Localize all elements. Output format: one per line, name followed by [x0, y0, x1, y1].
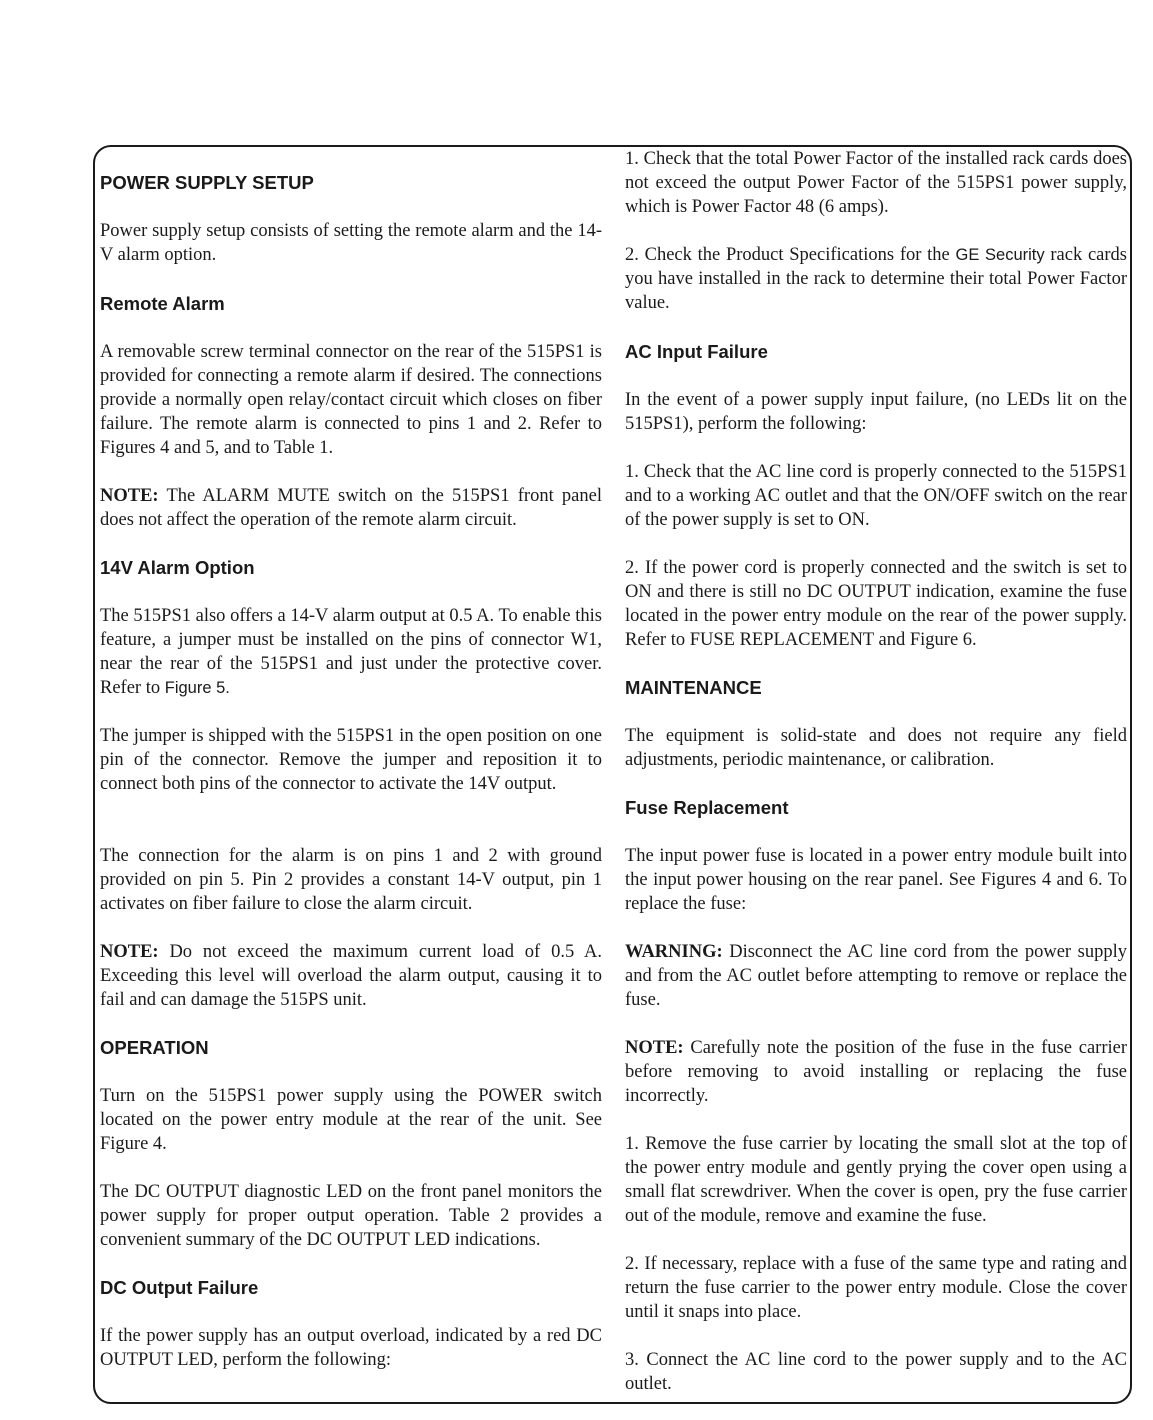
warning-label: WARNING:: [625, 942, 723, 962]
power-supply-setup-text: Power supply setup consists of setting the remote alarm and the 14-V alarm option.: [100, 221, 602, 265]
figure-5-reference: Figure 5.: [164, 679, 230, 697]
maintenance-text: The equipment is solid-state and does not require any field adjustments, periodic maintenance, or calibration.: [625, 726, 1127, 770]
alarm-14v-text-2: The jumper is shipped with the 515PS1 in the open position on one pin of the connector. Remove the jumper and reposition it to connect both pins of the connector to activate the 14V output.: [100, 726, 602, 794]
note-text: The ALARM MUTE switch on the 515PS1 front panel does not affect the operation of the remote alarm circuit.: [100, 486, 602, 530]
dc-step-2-text-a: 2. Check the Product Specifications for the: [625, 245, 956, 265]
operation-text-1: Turn on the 515PS1 power supply using the POWER switch located on the power entry module at the rear of the unit. See Figure 4.: [100, 1086, 602, 1154]
alarm-14v-note: [100, 940, 602, 1012]
ac-input-failure-heading: AC Input Failure: [625, 341, 768, 362]
warning-text: Disconnect the AC line cord from the power supply and from the AC outlet before attempting to remove or replace the fuse.: [625, 942, 1127, 1010]
alarm-14v-text-3: The connection for the alarm is on pins 1 and 2 with ground provided on pin 5. Pin 2 provides a constant 14-V output, pin 1 activates on fiber failure to close the alarm circuit.: [100, 846, 602, 914]
alarm-14v-text-1-body: The 515PS1 also offers a 14-V alarm output at 0.5 A. To enable this feature, a jumper must be installed on the pins of connector W1, near the rear of the 515PS1 and just under the protective cover. Refer to: [100, 606, 602, 698]
fuse-warning: [625, 940, 1127, 1012]
fuse-step-1: 1. Remove the fuse carrier by locating the small slot at the top of the power entry module and gently prying the cover open using a small flat screwdriver. When the cover is open, pry the fuse carrier out of the module, remove and examine the fuse.: [625, 1134, 1127, 1226]
fuse-step-2: 2. If necessary, replace with a fuse of the same type and rating and return the fuse carrier to the power entry module. Close the cover until it snaps into place.: [625, 1254, 1127, 1322]
note-label: NOTE:: [100, 942, 159, 962]
alarm-14v-text-1: [100, 604, 602, 700]
maintenance-heading: MAINTENANCE: [625, 677, 762, 698]
remote-alarm-text: A removable screw terminal connector on the rear of the 515PS1 is provided for connecting a remote alarm if desired. The connections provide a normally open relay/contact circuit which closes on fiber failure. The remote alarm is connected to pins 1 and 2. Refer to Figures 4 and 5, and to Table 1.: [100, 342, 602, 458]
note-text: Carefully note the position of the fuse in the fuse carrier before removing to avoid installing or replacing the fuse incorrectly.: [625, 1038, 1127, 1106]
dc-step-1: 1. Check that the total Power Factor of the installed rack cards does not exceed the output Power Factor of the 515PS1 power supply, which is Power Factor 48 (6 amps).: [625, 149, 1127, 217]
note-label: NOTE:: [625, 1038, 684, 1058]
fuse-replacement-text: The input power fuse is located in a power entry module built into the input power housing on the rear panel. See Figures 4 and 6. To replace the fuse:: [625, 846, 1127, 914]
ac-step-2: 2. If the power cord is properly connected and the switch is set to ON and there is still no DC OUTPUT indication, examine the fuse located in the power entry module on the rear of the power supply. Refer to FUSE REPLACEMENT and Figure 6.: [625, 558, 1127, 650]
ac-input-failure-text: In the event of a power supply input failure, (no LEDs lit on the 515PS1), perform the following:: [625, 390, 1127, 434]
ac-step-1: 1. Check that the AC line cord is properly connected to the 515PS1 and to a working AC outlet and that the ON/OFF switch on the rear of the power supply is set to ON.: [625, 462, 1127, 530]
fuse-replacement-heading: Fuse Replacement: [625, 797, 789, 818]
dc-step-2-text-b: rack cards you have installed in the rack to determine their total Power Factor value.: [625, 245, 1127, 313]
note-label: NOTE:: [100, 486, 159, 506]
power-supply-setup-heading: POWER SUPPLY SETUP: [100, 172, 314, 193]
dc-step-2: [625, 243, 1127, 315]
remote-alarm-note: [100, 484, 602, 532]
note-text: Do not exceed the maximum current load of 0.5 A. Exceeding this level will overload the alarm output, causing it to fail and can damage the 515PS unit.: [100, 942, 602, 1010]
remote-alarm-heading: Remote Alarm: [100, 293, 225, 314]
dc-output-failure-text: If the power supply has an output overload, indicated by a red DC OUTPUT LED, perform the following:: [100, 1326, 602, 1370]
operation-text-2: The DC OUTPUT diagnostic LED on the front panel monitors the power supply for proper output operation. Table 2 provides a convenient summary of the DC OUTPUT LED indications.: [100, 1182, 602, 1250]
operation-heading: OPERATION: [100, 1037, 209, 1058]
fuse-step-3: 3. Connect the AC line cord to the power supply and to the AC outlet.: [625, 1350, 1127, 1394]
brand-name: GE Security: [955, 246, 1045, 264]
fuse-note: [625, 1036, 1127, 1108]
alarm-14v-heading: 14V Alarm Option: [100, 557, 255, 578]
dc-output-failure-heading: DC Output Failure: [100, 1277, 259, 1298]
